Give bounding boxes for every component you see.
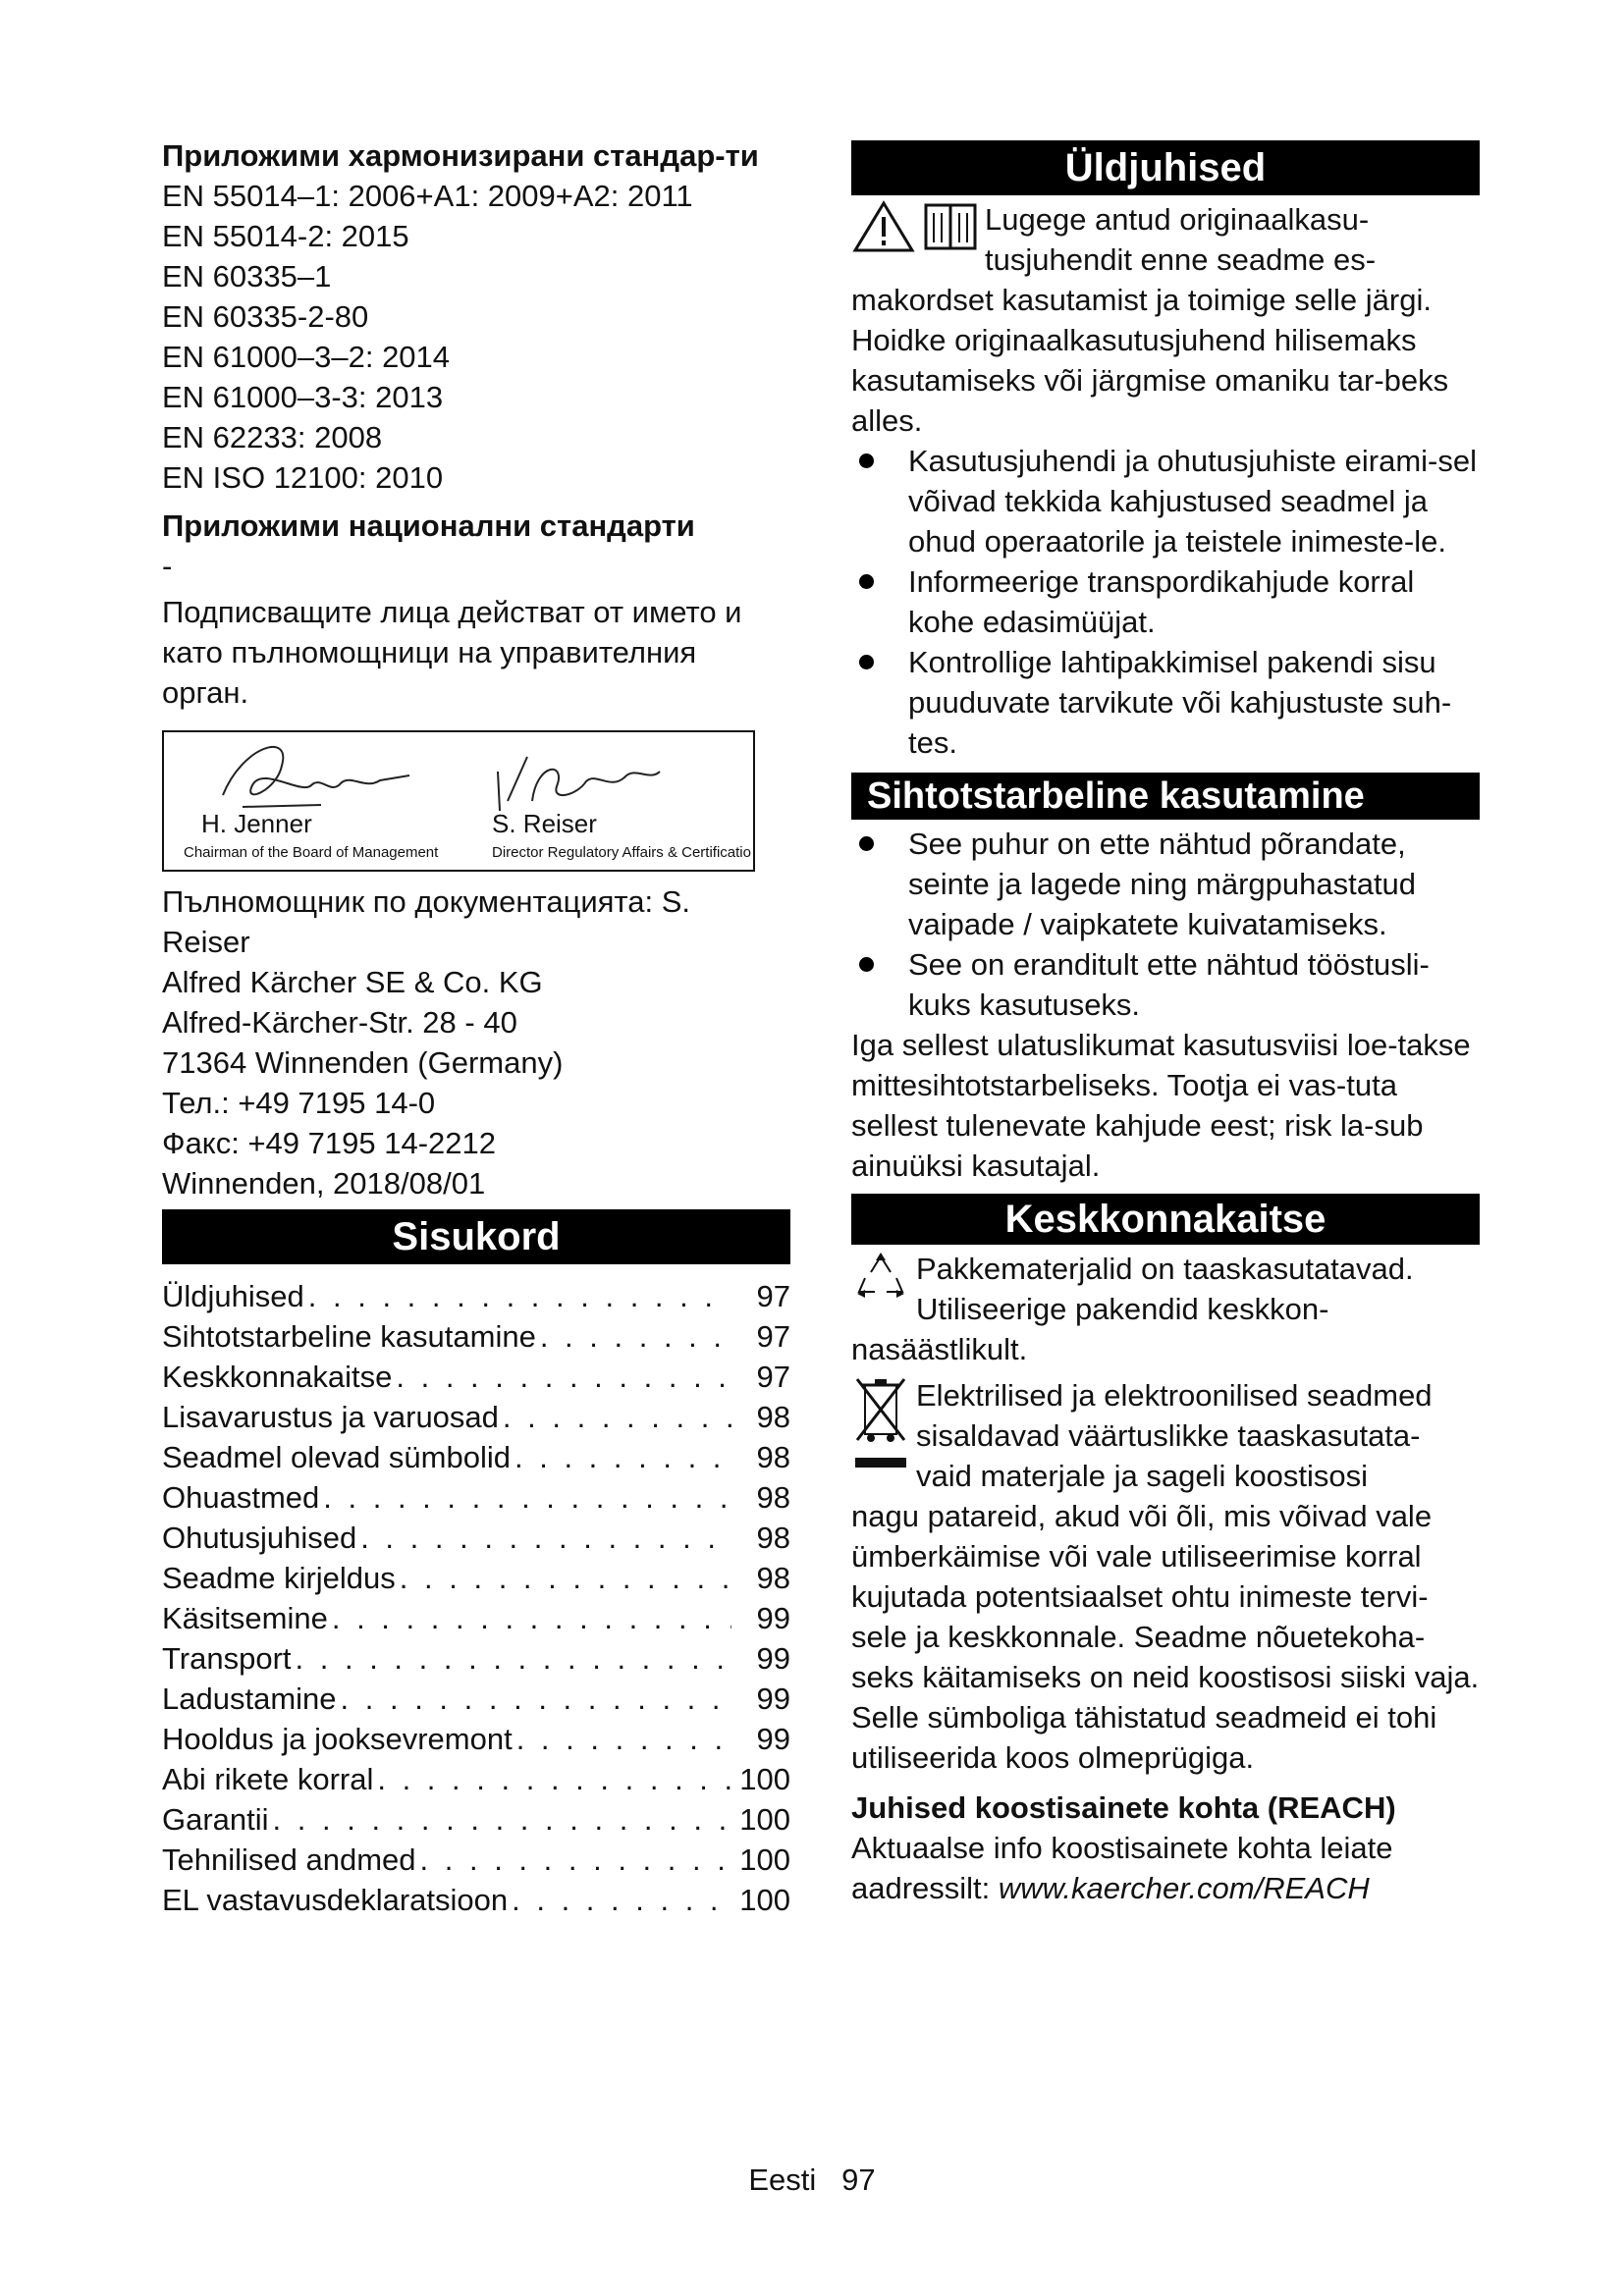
weee-line-3: vaid materjale ja sageli koostisosi: [916, 1459, 1369, 1493]
harmonized-standards-title: Приложими хармонизирани стандар-ти: [162, 138, 759, 173]
toc-entry-page: 100: [739, 1802, 790, 1837]
toc-entry[interactable]: [162, 1840, 790, 1880]
standard-item: EN 62233: 2008: [162, 420, 383, 454]
signatories-text: Подписващите лица действат от името и като пълномощници на управителния орган.: [162, 595, 742, 710]
toc-entry-page: 98: [756, 1400, 790, 1434]
toc-entry-title: Hooldus ja jooksevremont: [162, 1722, 513, 1756]
toc-entry-title: Üldjuhised: [162, 1279, 304, 1313]
toc-entry[interactable]: [162, 1759, 790, 1799]
reach-text-1: Aktuaalse info koostisainete kohta leiate: [851, 1831, 1393, 1865]
general-heading: Üldjuhised: [851, 140, 1480, 195]
toc-heading: Sisukord: [162, 1209, 790, 1264]
national-standards-title: Приложими национални стандарти: [162, 508, 695, 543]
toc-entry-page: 97: [756, 1360, 790, 1394]
intended-use-bullets: [851, 824, 1480, 1025]
right-column: [851, 140, 1480, 1908]
toc-entry-title: Lisavarustus ja varuosad: [162, 1400, 499, 1434]
toc-entry[interactable]: [162, 1276, 790, 1316]
general-intro-line-1: Lugege antud originaalkasu-: [985, 202, 1370, 237]
toc-entry[interactable]: [162, 1316, 790, 1357]
toc-entry[interactable]: [162, 1880, 790, 1920]
contact-line: Факс: +49 7195 14-2212: [162, 1126, 496, 1160]
standard-item: EN ISO 12100: 2010: [162, 460, 444, 495]
contact-line: Winnenden, 2018/08/01: [162, 1166, 486, 1201]
toc-entry[interactable]: [162, 1799, 790, 1840]
toc-entry-title: Sihtotstarbeline kasutamine: [162, 1319, 536, 1354]
toc-entry-page: 98: [756, 1561, 790, 1595]
toc-entry-page: 100: [739, 1883, 790, 1917]
toc-entry[interactable]: [162, 1719, 790, 1759]
toc-entry-page: 98: [756, 1521, 790, 1555]
signer-name-1: H. Jenner: [201, 809, 312, 838]
recycling-block: [851, 1249, 1480, 1369]
contact-line: Alfred Kärcher SE & Co. KG: [162, 965, 543, 999]
intended-use-heading: Sihtotstarbeline kasutamine: [851, 773, 1480, 820]
toc-entry-page: 98: [756, 1480, 790, 1515]
toc-entry-page: 99: [756, 1722, 790, 1756]
signer-name-2: S. Reiser: [492, 809, 597, 838]
toc-entry-title: Garantii: [162, 1802, 269, 1837]
reach-text-2: [851, 1868, 1480, 1908]
toc-entry-page: 97: [756, 1279, 790, 1313]
weee-line-1: Elektrilised ja elektroonilised seadmed: [916, 1378, 1433, 1413]
list-item: See on eranditult ette nähtud tööstusli-kuks kasutuseks.: [851, 944, 1480, 1025]
list-item: See puhur on ette nähtud põrandate, seinte ja lagede ning märgpuhastatud vaipade / vaipkatete kuivatamiseks.: [851, 824, 1480, 944]
general-intro-text: makordset kasutamist ja toimige selle järgi. Hoidke originaalkasutusjuhend hilisemaks kasutamiseks või järgmise omaniku tar-beks alles.: [851, 283, 1449, 438]
toc-entry-title: Ohutusjuhised: [162, 1521, 357, 1555]
toc-entry[interactable]: [162, 1558, 790, 1598]
signature-box: [162, 730, 755, 872]
crossed-bin-icon: [851, 1375, 910, 1483]
standard-item: EN 61000–3–2: 2014: [162, 340, 451, 374]
list-item: Kontrollige lahtipakkimisel pakendi sisu puuduvate tarvikute või kahjustuste suh-tes.: [851, 642, 1480, 763]
standard-item: EN 55014-2: 2015: [162, 219, 409, 253]
page-footer: [0, 2163, 1624, 2198]
list-item: Kasutusjuhendi ja ohutusjuhiste eirami-sel võivad tekkida kahjustused seadmel ja ohud operaatorile ja teistele inimeste-le.: [851, 441, 1480, 561]
weee-text: nagu patareid, akud või õli, mis võivad vale ümberkäimise või vale utiliseerimise korral kujutada potentsiaalset ohtu inimeste tervi-sele ja keskkonnale. Seadme nõuetekoha-seks käitamiseks on neid koostisosi siiski vaja. Selle sümboliga tähistatud seadmeid ei tohi utiliseerida koos olmeprügiga.: [851, 1499, 1480, 1775]
national-standards-value: -: [162, 549, 173, 583]
toc-entry-title: Transport: [162, 1641, 292, 1676]
toc-entry[interactable]: [162, 1638, 790, 1679]
recycling-icon: [851, 1249, 910, 1308]
contact-line: Тел.: +49 7195 14-0: [162, 1086, 436, 1120]
toc-entry-page: 97: [756, 1319, 790, 1354]
footer-language: Eesti: [748, 2163, 817, 2197]
toc-entry[interactable]: [162, 1598, 790, 1638]
recycling-line-3: nasäästlikult.: [851, 1332, 1028, 1366]
standard-item: EN 61000–3-3: 2013: [162, 380, 444, 414]
recycling-line-1: Pakkematerjalid on taaskasutatavad.: [916, 1252, 1414, 1286]
standard-item: EN 55014–1: 2006+A1: 2009+A2: 2011: [162, 179, 693, 213]
reach-prefix: aadressilt:: [851, 1871, 999, 1905]
standard-item: EN 60335-2-80: [162, 299, 369, 334]
toc-entry-title: Tehnilised andmed: [162, 1842, 416, 1877]
toc-entry-title: Seadmel olevad sümbolid: [162, 1440, 511, 1474]
toc-entry-title: Ladustamine: [162, 1682, 337, 1716]
reach-heading: Juhised koostisainete kohta (REACH): [851, 1790, 1396, 1825]
toc-entry-title: Abi rikete korral: [162, 1762, 374, 1796]
toc-entry-page: 100: [739, 1762, 790, 1796]
toc-entry-title: Seadme kirjeldus: [162, 1561, 396, 1595]
toc-entry[interactable]: [162, 1397, 790, 1437]
toc-entry-page: 98: [756, 1440, 790, 1474]
weee-block: [851, 1375, 1480, 1778]
toc-entry-page: 99: [756, 1682, 790, 1716]
reach-link[interactable]: www.kaercher.com/REACH: [998, 1871, 1370, 1905]
toc-entry-page: 100: [739, 1842, 790, 1877]
table-of-contents: [162, 1276, 790, 1920]
recycling-line-2: Utiliseerige pakendid keskkon-: [916, 1292, 1329, 1326]
general-bullets: [851, 441, 1480, 763]
toc-entry-page: 99: [756, 1641, 790, 1676]
contact-line: Пълномощник по документацията: S.: [162, 884, 691, 919]
list-item: Informeerige transpordikahjude korral kohe edasimüüjat.: [851, 561, 1480, 642]
toc-entry-title: Keskkonnakaitse: [162, 1360, 393, 1394]
toc-entry-title: Ohuastmed: [162, 1480, 320, 1515]
toc-entry-title: EL vastavusdeklaratsioon: [162, 1883, 509, 1917]
environment-heading: Keskkonnakaitse: [851, 1194, 1480, 1245]
intended-use-text: Iga sellest ulatuslikumat kasutusviisi loe-takse mittesihtotstarbeliseks. Tootja ei vas-tuta sellest tulenevate kahjude eest; risk la-sub ainuüksi kasutajal.: [851, 1028, 1471, 1183]
warning-icon: [851, 199, 916, 254]
general-intro-line-2: tusjuhendit enne seadme es-: [985, 242, 1377, 277]
toc-entry-title: Käsitsemine: [162, 1601, 328, 1635]
toc-entry[interactable]: [162, 1477, 790, 1518]
contact-line: 71364 Winnenden (Germany): [162, 1045, 564, 1080]
toc-entry[interactable]: [162, 1518, 790, 1558]
contact-line: Alfred-Kärcher-Str. 28 - 40: [162, 1005, 517, 1040]
standards-list: [162, 176, 790, 498]
footer-page-number: 97: [841, 2163, 876, 2197]
contact-block: [162, 881, 790, 1203]
contact-line: Reiser: [162, 925, 250, 959]
signer-role-1: Chairman of the Board of Management: [184, 844, 439, 861]
weee-line-2: sisaldavad väärtuslikke taaskasutata-: [916, 1418, 1421, 1453]
standard-item: EN 60335–1: [162, 259, 332, 294]
manual-book-icon: [922, 199, 979, 254]
left-column: [162, 135, 790, 1920]
toc-entry[interactable]: [162, 1679, 790, 1719]
signer-role-2: Director Regulatory Affairs & Certificatio: [492, 844, 751, 861]
general-intro: [851, 199, 1480, 441]
toc-entry[interactable]: [162, 1437, 790, 1477]
toc-entry[interactable]: [162, 1357, 790, 1397]
toc-entry-page: 99: [756, 1601, 790, 1635]
